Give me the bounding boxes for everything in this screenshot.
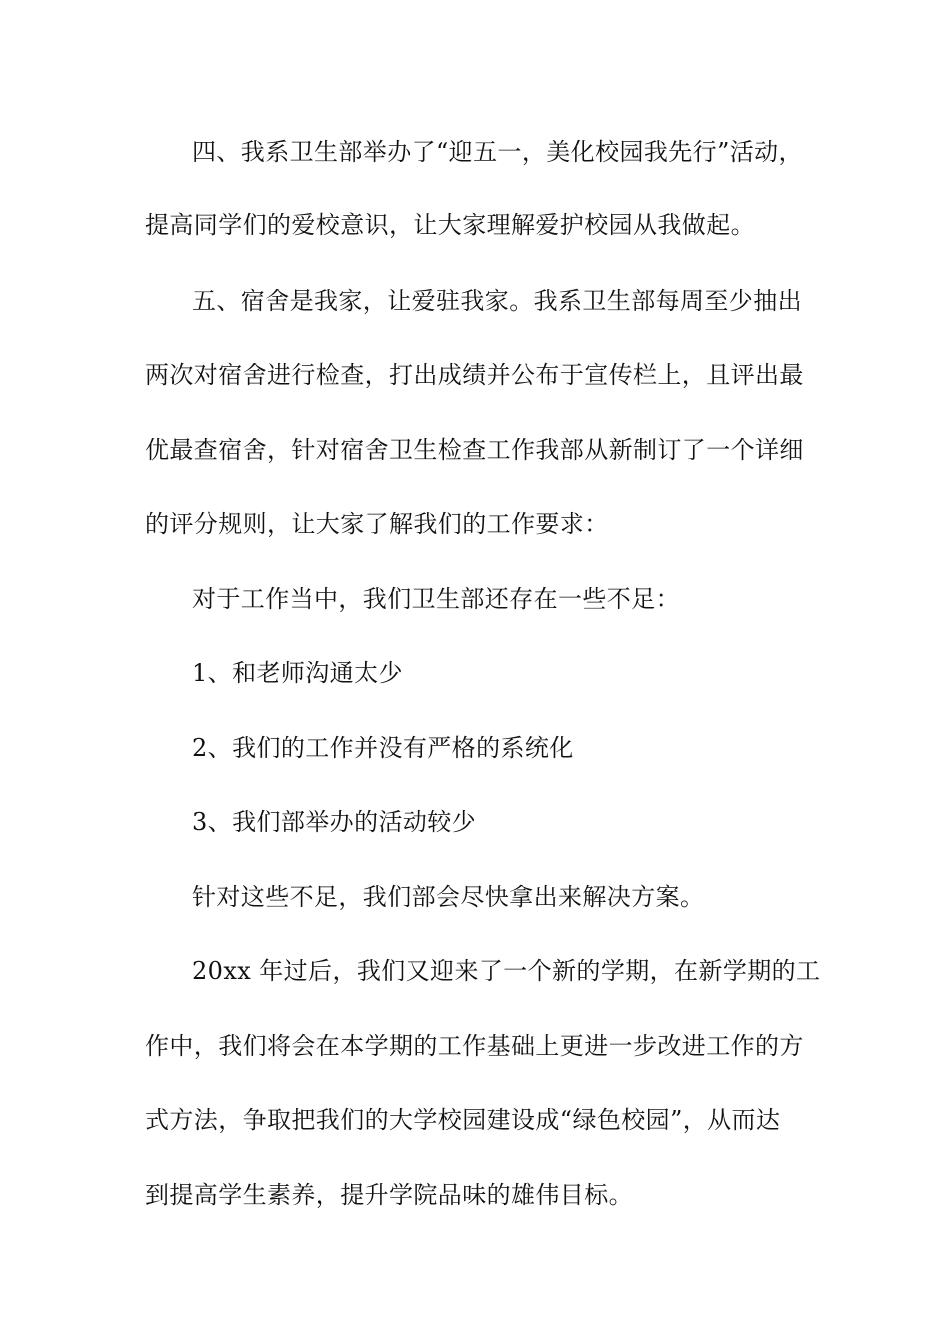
shortcoming-item-2: 2、我们的工作并没有严格的系统化 xyxy=(192,734,574,762)
paragraph-5-line-2: 两次对宿舍进行检查，打出成绩并公布于宣传栏上，且评出最 xyxy=(145,361,804,389)
closing-line-4: 到提高学生素养，提升学院品味的雄伟目标。 xyxy=(145,1181,633,1209)
paragraph-5-line-3: 优最查宿舍，针对宿舍卫生检查工作我部从新制订了一个详细 xyxy=(145,436,804,464)
paragraph-5-line-4: 的评分规则，让大家了解我们的工作要求： xyxy=(145,510,609,538)
paragraph-4-line-2: 提高同学们的爱校意识，让大家理解爱护校园从我做起。 xyxy=(145,211,755,239)
paragraph-4-line-1: 四、我系卫生部举办了“迎五一，美化校园我先行”活动， xyxy=(192,138,803,166)
closing-line-1: 20xx 年过后，我们又迎来了一个新的学期，在新学期的工 xyxy=(192,957,821,985)
shortcoming-item-1: 1、和老师沟通太少 xyxy=(192,659,403,687)
closing-line-2: 作中，我们将会在本学期的工作基础上更进一步改进工作的方 xyxy=(145,1032,804,1060)
solution-statement: 针对这些不足，我们部会尽快拿出来解决方案。 xyxy=(192,883,705,911)
shortcomings-intro: 对于工作当中，我们卫生部还存在一些不足： xyxy=(192,585,680,613)
paragraph-5-line-1: 五、宿舍是我家，让爱驻我家。我系卫生部每周至少抽出 xyxy=(192,287,802,315)
closing-line-3: 式方法，争取把我们的大学校园建设成“绿色校园”，从而达 xyxy=(145,1106,781,1134)
shortcoming-item-3: 3、我们部举办的活动较少 xyxy=(192,808,477,836)
